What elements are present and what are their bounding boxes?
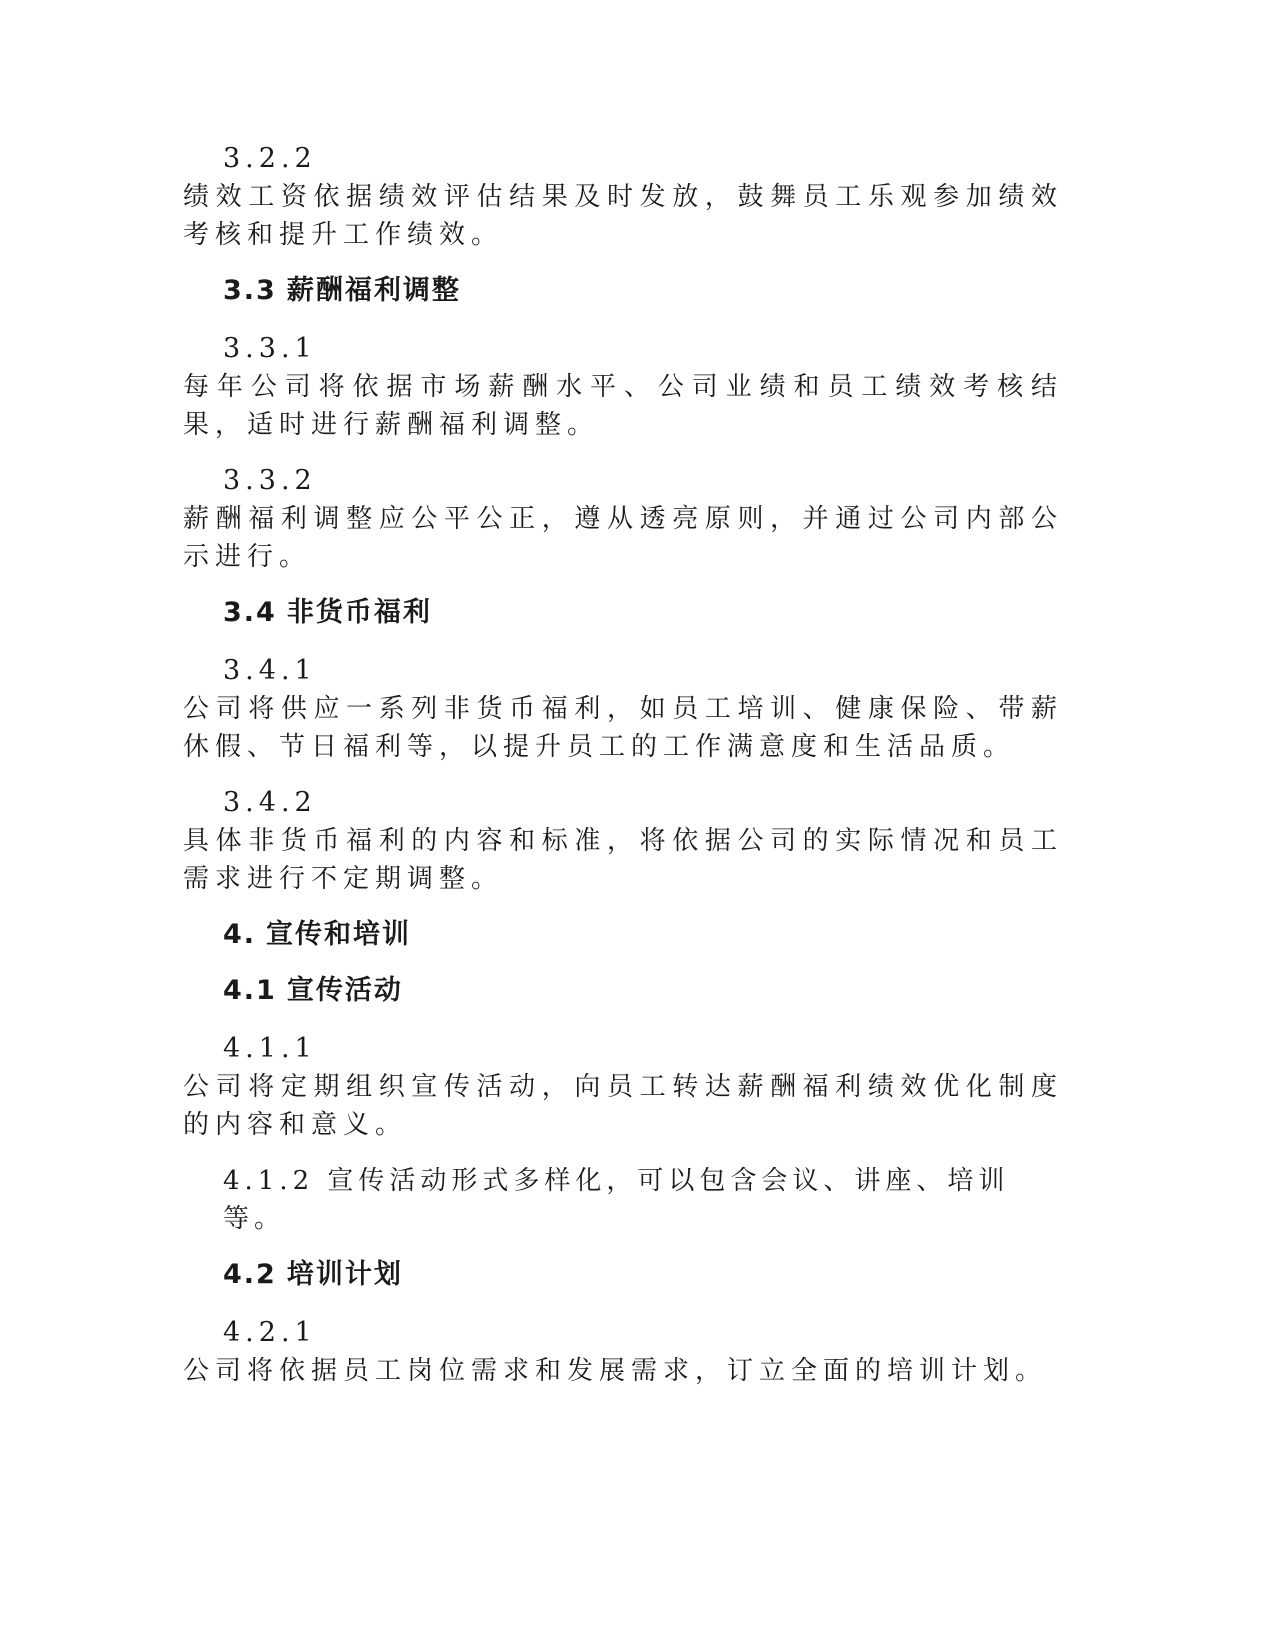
section-heading-number: 4.2 — [223, 1259, 277, 1290]
clause-number-4-1-2: 4.1.2 — [223, 1166, 315, 1196]
section-heading-title: 宣传活动 — [286, 975, 403, 1006]
clause-text-4-1-2: 宣传活动形式多样化，可以包含会议、讲座、培训等。 — [223, 1166, 1010, 1234]
clause-text-3-3-2: 薪酬福利调整应公平公正，遵从透亮原则，并通过公司内部公示进行。 — [183, 504, 1063, 572]
section-heading-title: 非货币福利 — [286, 597, 432, 628]
clause-text-4-1-1: 公司将定期组织宣传活动，向员工转达薪酬福利绩效优化制度的内容和意义。 — [183, 1072, 1063, 1140]
section-heading-number: 4. — [223, 919, 257, 950]
clause-text-3-4-2: 具体非货币福利的内容和标准，将依据公司的实际情况和员工需求进行不定期调整。 — [183, 826, 1063, 894]
clause-number-3-3-1: 3.3.1 — [223, 333, 317, 364]
clause-text-4-2-1: 公司将依据员工岗位需求和发展需求，订立全面的培训计划。 — [183, 1356, 1048, 1386]
section-heading-title: 宣传和培训 — [266, 919, 412, 950]
clause-number-3-4-1: 3.4.1 — [223, 655, 317, 686]
clause-text-3-2-2: 绩效工资依据绩效评估结果及时发放，鼓舞员工乐观参加绩效考核和提升工作绩效。 — [183, 182, 1063, 250]
section-heading-3-4 — [223, 594, 1063, 632]
section-heading-4-1 — [223, 972, 1063, 1010]
clause-text-3-4-1: 公司将供应一系列非货币福利，如员工培训、健康保险、带薪休假、节日福利等，以提升员工的工作满意度和生活品质。 — [183, 694, 1063, 762]
document-page — [183, 140, 1063, 1390]
section-heading-number: 3.4 — [223, 597, 277, 628]
clause-4-1-2 — [223, 1162, 1063, 1238]
clause-number-4-1-1: 4.1.1 — [223, 1033, 317, 1064]
section-heading-4-2 — [223, 1256, 1063, 1294]
clause-text-3-3-1: 每年公司将依据市场薪酬水平、公司业绩和员工绩效考核结果，适时进行薪酬福利调整。 — [183, 372, 1063, 440]
clause-number-3-3-2: 3.3.2 — [223, 465, 317, 496]
clause-number-3-4-2: 3.4.2 — [223, 787, 317, 818]
section-heading-title: 薪酬福利调整 — [286, 275, 461, 306]
clause-number-3-2-2: 3.2.2 — [223, 143, 317, 174]
section-heading-4 — [223, 916, 1063, 954]
section-heading-number: 4.1 — [223, 975, 277, 1006]
section-heading-3-3 — [223, 272, 1063, 310]
section-heading-number: 3.3 — [223, 275, 277, 306]
clause-number-4-2-1: 4.2.1 — [223, 1317, 317, 1348]
section-heading-title: 培训计划 — [286, 1259, 403, 1290]
